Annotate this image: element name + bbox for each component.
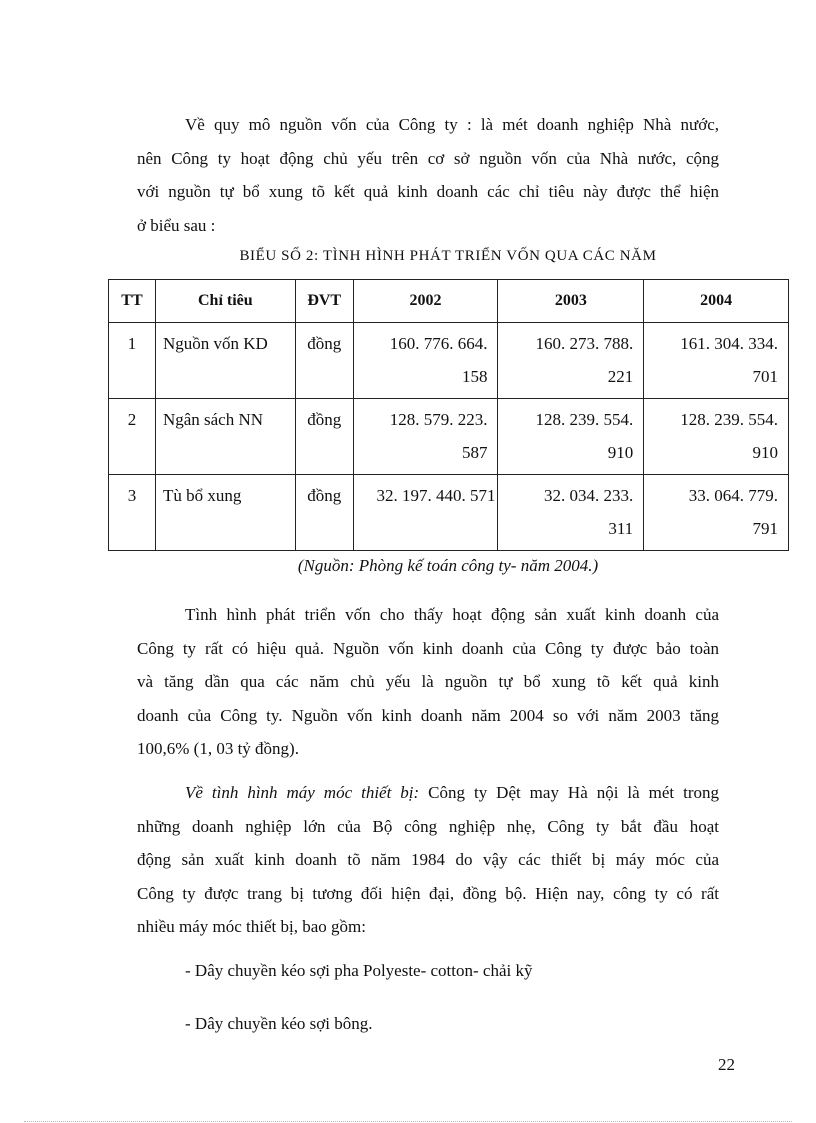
text-line: Tình hình phát triển vốn cho thấy hoạt động sản xuất kinh doanh của <box>185 605 719 624</box>
text-line <box>137 776 719 810</box>
cell-tt: 3 <box>109 475 156 551</box>
text-line: Công ty được trang bị tương đối hiện đại, đồng bộ. Hiện nay, công ty có rất <box>137 883 719 903</box>
cell-2003 <box>498 323 644 399</box>
text-line: động sản xuất kinh doanh tõ năm 1984 do vậy các thiết bị máy móc của <box>137 850 719 869</box>
italic-lead: Về tình hình máy móc thiết bị: <box>185 783 420 802</box>
value-part: 158 <box>461 367 488 386</box>
page-bottom-divider <box>24 1121 792 1122</box>
table-row <box>109 399 789 475</box>
paragraph-equipment <box>137 776 719 944</box>
header-2003: 2003 <box>498 280 644 323</box>
header-2004: 2004 <box>644 280 789 323</box>
paragraph-capital-development <box>137 598 719 766</box>
list-item: - Dây chuyền kéo sợi bông. <box>185 1013 373 1033</box>
cell-2002 <box>353 323 498 399</box>
value-part: 910 <box>607 443 634 462</box>
value-part: 33. 064. 779. <box>688 486 778 505</box>
value-part: 221 <box>607 367 634 386</box>
text-line: nên Công ty hoạt động chủ yếu trên cơ sở nguồn vốn của Nhà nước, cộng <box>137 148 719 168</box>
text-line: doanh của Công ty. Nguồn vốn kinh doanh năm 2004 so với năm 2003 tăng <box>137 705 719 725</box>
text-line: 100,6% (1, 03 tỷ đồng). <box>137 739 299 758</box>
text-line: ở biểu sau : <box>137 215 216 235</box>
value-part: 161. 304. 334. <box>680 334 778 353</box>
cell-2002 <box>353 399 498 475</box>
cell-unit: đồng <box>295 475 353 551</box>
cell-2004 <box>644 475 789 551</box>
first-line-rest: Công ty Dệt may Hà nội là mét trong <box>419 783 720 802</box>
text-line: và tăng dần qua các năm chủ yếu là nguồn tự bổ xung tõ kết quả kinh <box>137 672 719 691</box>
cell-2004 <box>644 399 789 475</box>
value-part: 701 <box>752 367 778 386</box>
table-source-note: (Nguồn: Phòng kế toán công ty- năm 2004.) <box>297 556 599 575</box>
header-tt: TT <box>109 280 156 323</box>
value-part: 587 <box>461 443 488 462</box>
cell-tt: 1 <box>109 323 156 399</box>
cell-indicator: Ngân sách NN <box>155 399 295 475</box>
cell-2003 <box>498 399 644 475</box>
header-indicator: Chỉ tiêu <box>155 280 295 323</box>
value-part: 32. 197. 440. 571 <box>376 486 496 505</box>
value-part: 910 <box>752 443 778 462</box>
list-item: - Dây chuyền kéo sợi pha Polyeste- cotton- chải kỹ <box>185 961 533 980</box>
table-row <box>109 475 789 551</box>
cell-unit: đồng <box>295 399 353 475</box>
bullet-list <box>137 954 719 1040</box>
value-part: 311 <box>608 519 634 538</box>
value-part: 160. 273. 788. <box>535 334 634 353</box>
cell-tt: 2 <box>109 399 156 475</box>
header-unit: ĐVT <box>295 280 353 323</box>
cell-2004 <box>644 323 789 399</box>
text-line: Công ty rất có hiệu quả. Nguồn vốn kinh doanh của Công ty được bảo toàn <box>137 638 719 658</box>
paragraph-capital-scale <box>137 108 719 242</box>
cell-unit: đồng <box>295 323 353 399</box>
value-part: 791 <box>752 519 778 538</box>
value-part: 32. 034. 233. <box>543 486 634 505</box>
capital-development-table <box>108 279 789 551</box>
cell-indicator: Nguồn vốn KD <box>155 323 295 399</box>
value-part: 128. 239. 554. <box>680 410 778 429</box>
cell-2002 <box>353 475 498 551</box>
page-number: 22 <box>718 1055 735 1074</box>
value-part: 128. 579. 223. <box>389 410 488 429</box>
table-header-row <box>109 280 789 323</box>
text-line: với nguồn tự bổ xung tõ kết quả kinh doanh các chỉ tiêu này được thể hiện <box>137 182 719 201</box>
value-part: 128. 239. 554. <box>535 410 634 429</box>
text-line: nhiều máy móc thiết bị, bao gồm: <box>137 917 366 936</box>
cell-2003 <box>498 475 644 551</box>
header-2002: 2002 <box>353 280 498 323</box>
value-part: 160. 776. 664. <box>389 334 488 353</box>
table-title: BIỂU SỐ 2: TÌNH HÌNH PHÁT TRIỂN VỐN QUA CÁC NĂM <box>239 248 657 264</box>
text-line: những doanh nghiệp lớn của Bộ công nghiệp nhẹ, Công ty bắt đầu hoạt <box>137 816 719 836</box>
table-row <box>109 323 789 399</box>
cell-indicator: Tù bổ xung <box>155 475 295 551</box>
text-line: Về quy mô nguồn vốn của Công ty : là mét doanh nghiệp Nhà nước, <box>185 115 719 134</box>
